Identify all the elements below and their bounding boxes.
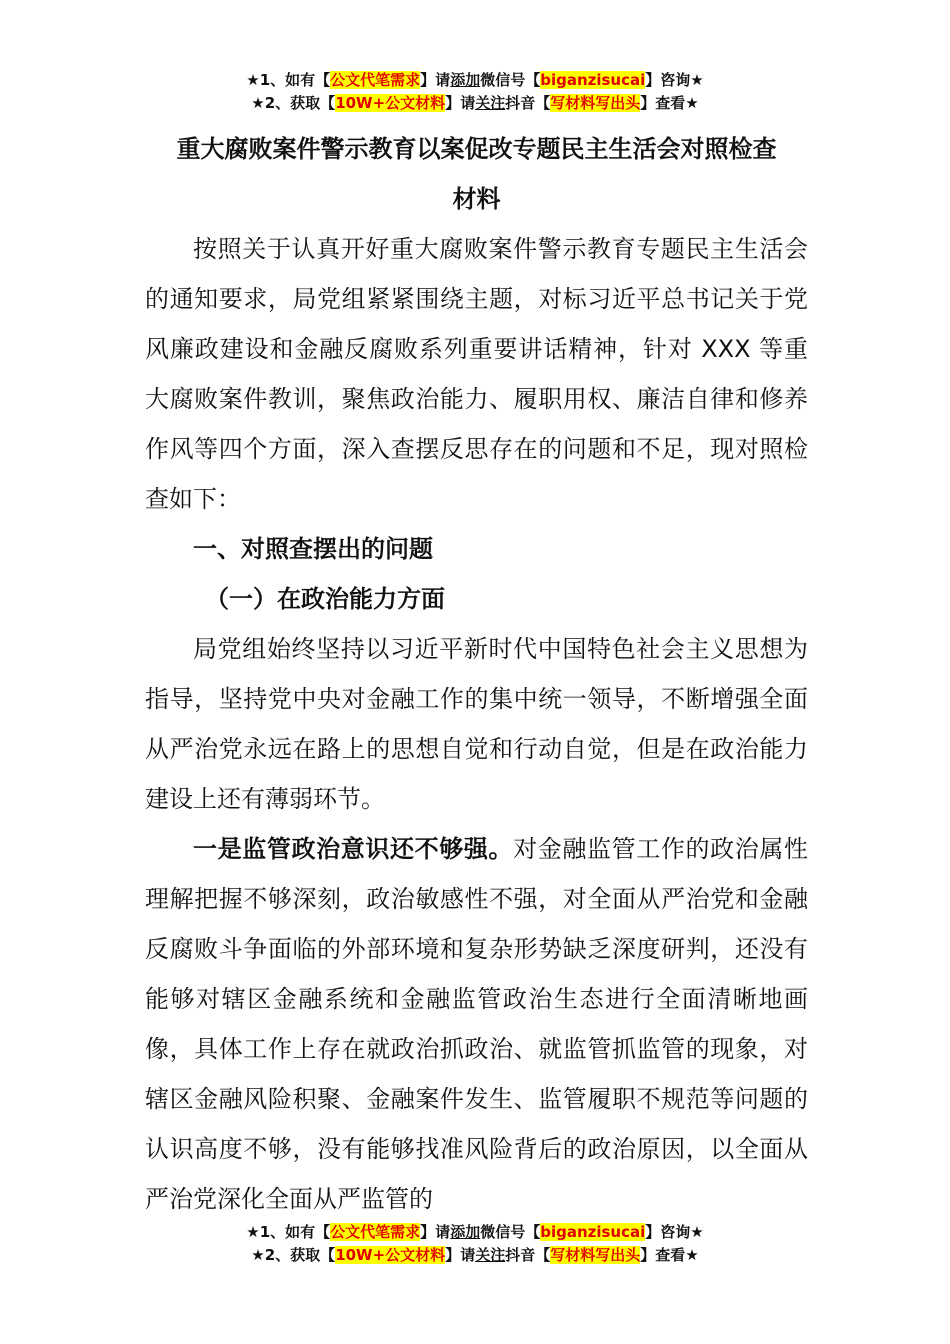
point-1-lead: 一是监管政治意识还不够强。: [193, 835, 514, 863]
star-icon: ★: [246, 1223, 260, 1241]
banner-text: 】咨询★: [645, 1223, 704, 1241]
banner-text: 1、如有【: [259, 1223, 331, 1241]
banner-text: 】请: [445, 1246, 476, 1264]
banner-line-2: [0, 92, 950, 115]
banner-text: 】请: [420, 71, 451, 89]
document-body: [145, 124, 808, 1224]
star-icon: ★: [251, 1246, 265, 1264]
banner-highlight-douyin: 写材料写出头: [550, 1246, 641, 1264]
banner-text: 】查看★: [640, 94, 699, 112]
political-ability-paragraph: 局党组始终坚持以习近平新时代中国特色社会主义思想为指导，坚持党中央对金融工作的集中统一领导，不断增强全面从严治党永远在路上的思想自觉和行动自觉，但是在政治能力建设上还有薄弱环节。: [145, 635, 808, 813]
point-1-body: 对金融监管工作的政治属性理解把握不够深刻，政治敏感性不强，对全面从严治党和金融反腐败斗争面临的外部环境和复杂形势缺乏深度研判，还没有能够对辖区金融系统和金融监管政治生态进行全面清晰地画像，具体工作上存在就政治抓政治、就监管抓监管的现象，对辖区金融风险积聚、金融案件发生、监管履职不规范等问题的认识高度不够，没有能够找准风险背后的政治原因，以全面从严治党深化全面从严监管的: [145, 835, 808, 1213]
banner-highlight-wechat: biganzisucai: [540, 1223, 646, 1241]
banner-text: 】请: [420, 1223, 451, 1241]
banner-text: 2、获取【: [264, 1246, 336, 1264]
banner-underline: 关注: [475, 1246, 506, 1264]
banner-underline: 添加: [450, 71, 481, 89]
banner-highlight-douyin: 写材料写出头: [550, 94, 641, 112]
banner-highlight: 10W+公文材料: [335, 94, 446, 112]
subsection-heading-1: （一）在政治能力方面: [205, 585, 445, 613]
top-banner: [0, 69, 950, 115]
star-icon: ★: [251, 94, 265, 112]
banner-text: 】咨询★: [645, 71, 704, 89]
document-title-line-1: 重大腐败案件警示教育以案促改专题民主生活会对照检查: [176, 135, 777, 163]
banner-highlight: 公文代笔需求: [330, 71, 421, 89]
banner-highlight: 10W+公文材料: [335, 1246, 446, 1264]
banner-text: 】查看★: [640, 1246, 699, 1264]
bottom-banner: [0, 1221, 950, 1267]
banner-text: 抖音【: [505, 94, 551, 112]
banner-underline: 关注: [475, 94, 506, 112]
document-title-line-2: 材料: [452, 185, 501, 213]
banner-line-1: [0, 1221, 950, 1244]
banner-text: 微信号【: [480, 71, 541, 89]
banner-text: 1、如有【: [259, 71, 331, 89]
star-icon: ★: [246, 71, 260, 89]
banner-text: 抖音【: [505, 1246, 551, 1264]
point-1-paragraph: [145, 824, 808, 1224]
banner-line-2: [0, 1244, 950, 1267]
intro-paragraph: 按照关于认真开好重大腐败案件警示教育专题民主生活会的通知要求，局党组紧紧围绕主题，对标习近平总书记关于党风廉政建设和金融反腐败系列重要讲话精神，针对 XXX 等重大腐败案件教训，聚焦政治能力、履职用权、廉洁自律和修养作风等四个方面，深入查摆反思存在的问题和不足，现对照检查如下：: [145, 235, 808, 513]
banner-text: 】请: [445, 94, 476, 112]
banner-highlight-wechat: biganzisucai: [540, 71, 646, 89]
banner-text: 2、获取【: [264, 94, 336, 112]
banner-underline: 添加: [450, 1223, 481, 1241]
banner-line-1: [0, 69, 950, 92]
banner-highlight: 公文代笔需求: [330, 1223, 421, 1241]
banner-text: 微信号【: [480, 1223, 541, 1241]
section-heading-1: 一、对照查摆出的问题: [193, 535, 433, 563]
